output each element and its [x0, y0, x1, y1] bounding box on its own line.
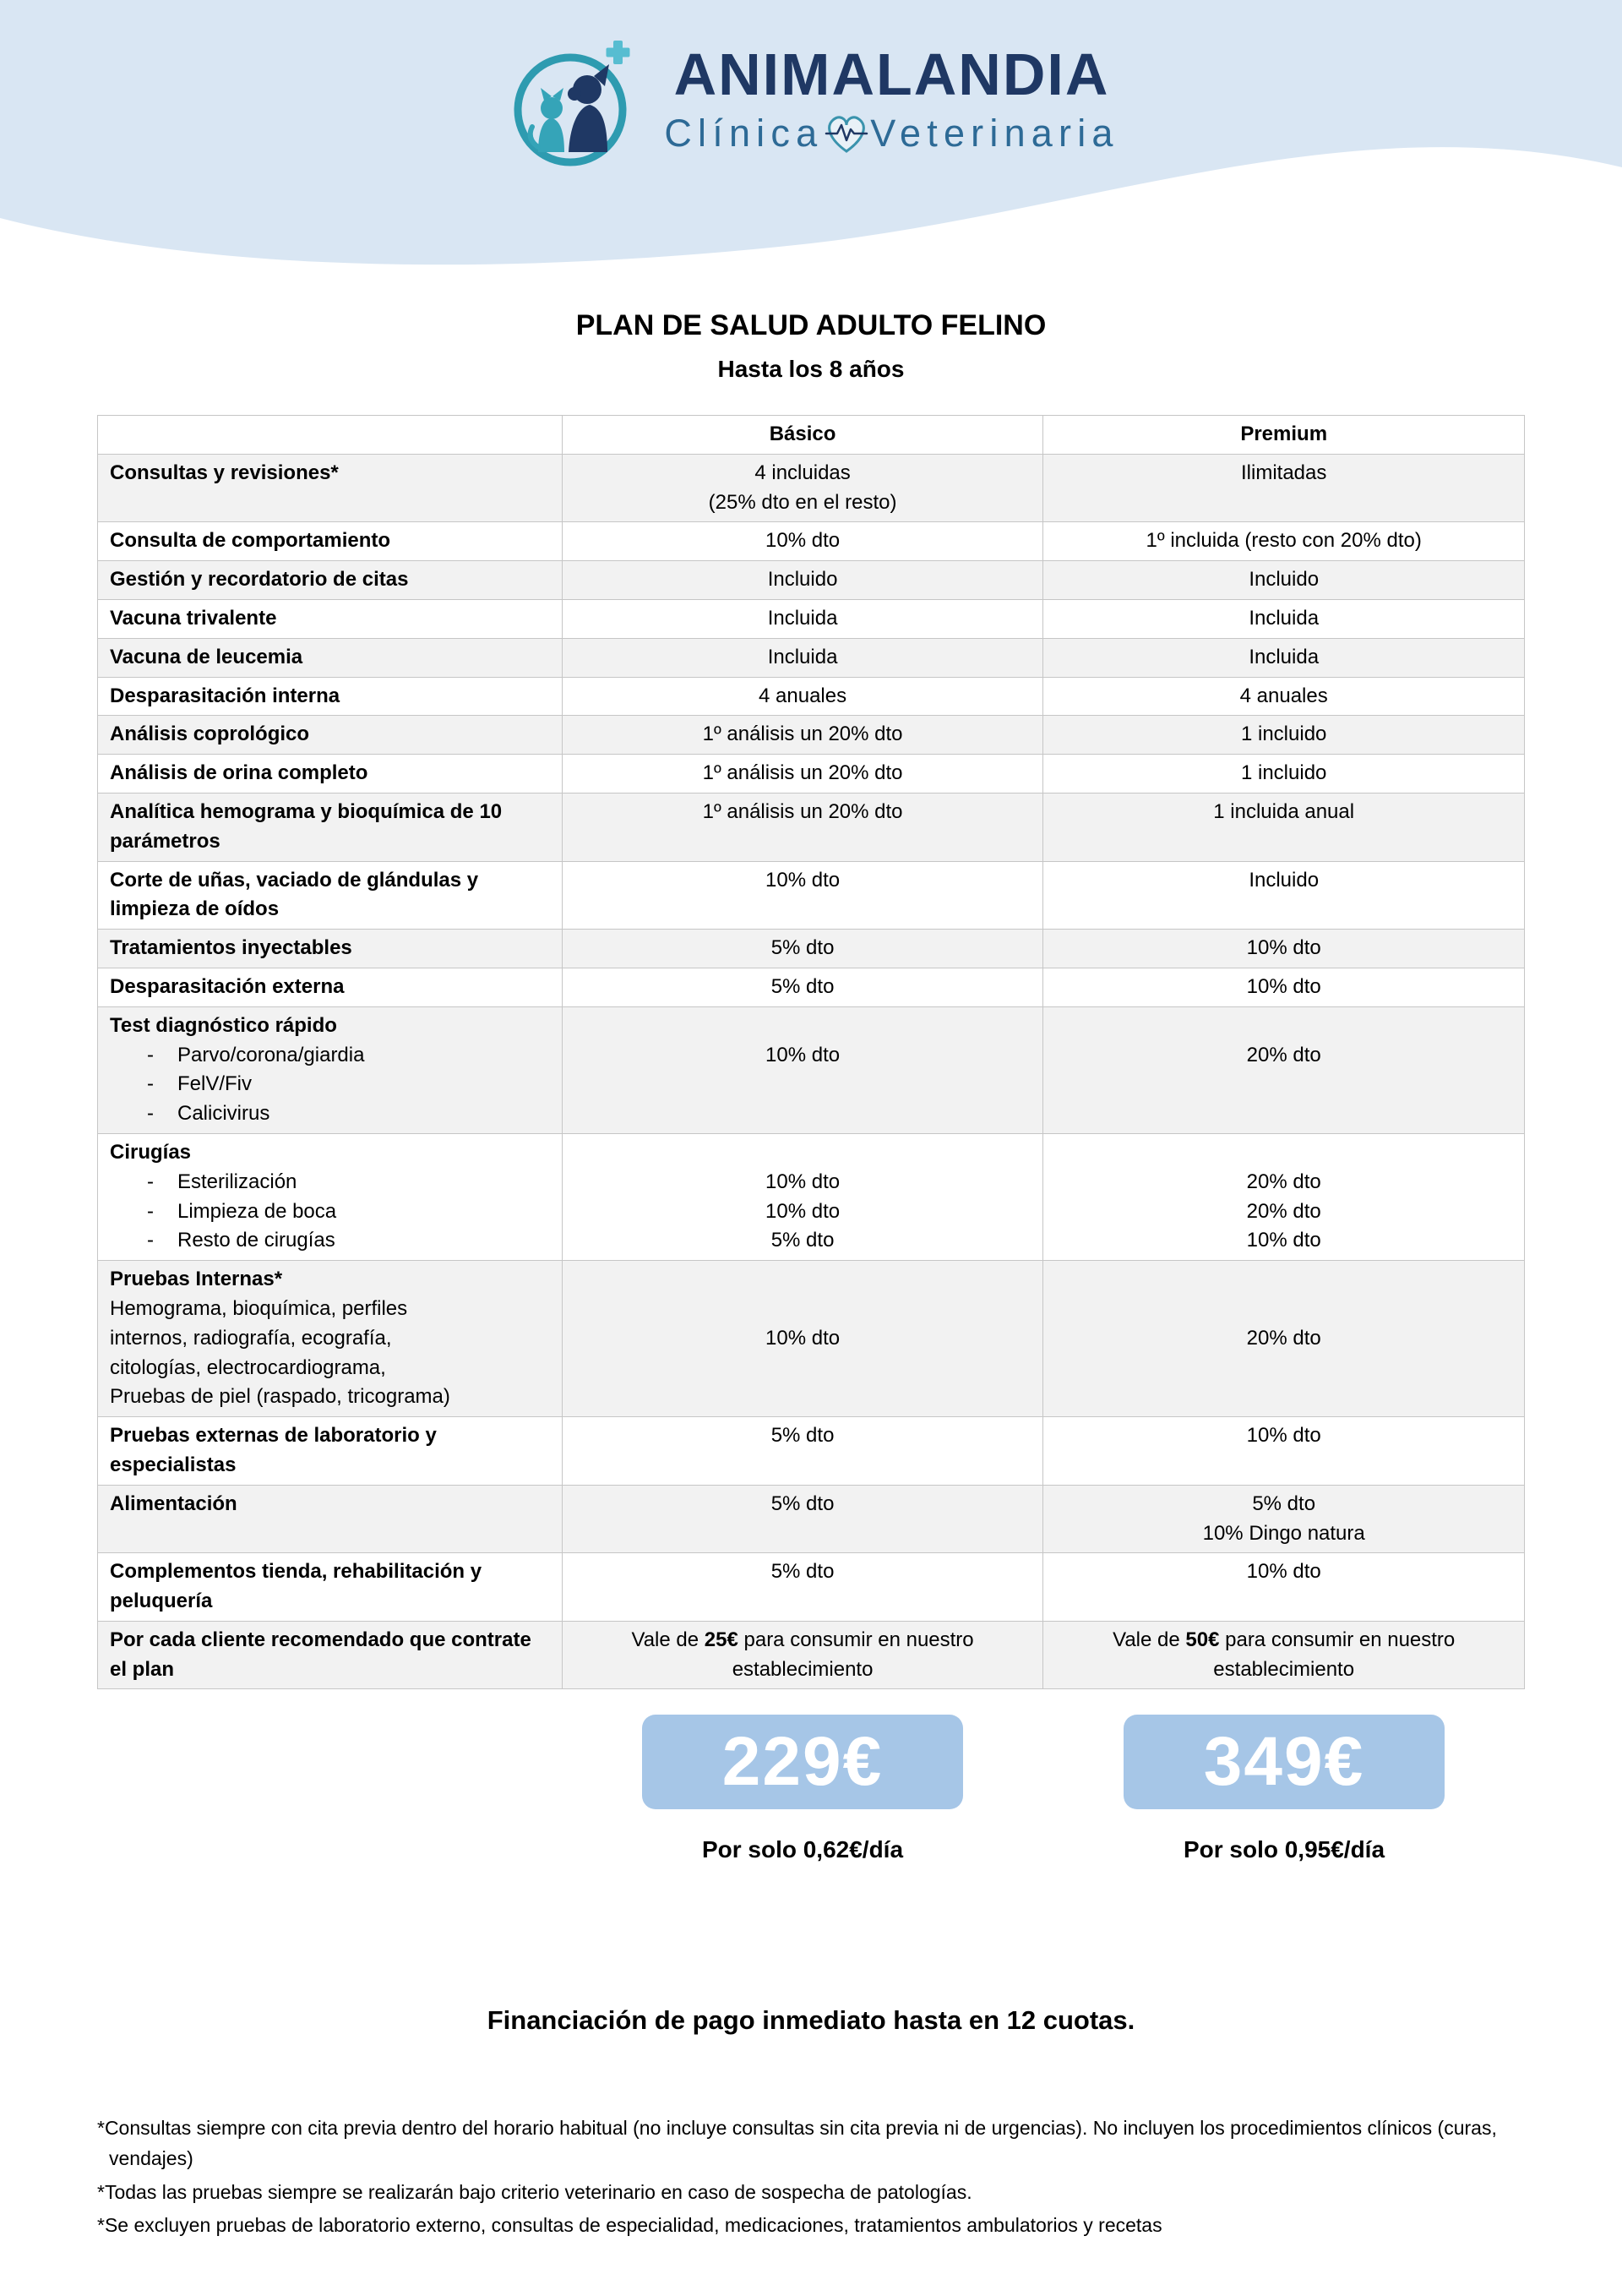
basico-cell: 5% dto [562, 1485, 1043, 1553]
premium-cell: 20% dto [1043, 1006, 1525, 1133]
basico-cell: 10% dto [562, 1261, 1043, 1417]
row-label-cell: Análisis de orina completo [98, 755, 563, 794]
pricing-section [97, 1715, 1525, 1863]
basico-cell: Vale de 25€ para consumir en nuestro establecimiento [562, 1621, 1043, 1689]
row-label-cell: Desparasitación externa [98, 968, 563, 1006]
corner-cell [98, 416, 563, 455]
row-label-cell: Analítica hemograma y bioquímica de 10 parámetros [98, 793, 563, 861]
premium-cell: 10% dto [1043, 930, 1525, 968]
basico-cell: 4 anuales [562, 677, 1043, 716]
column-header-premium: Premium [1043, 416, 1525, 455]
brand-tagline-left: Clínica [664, 112, 824, 155]
footnotes [97, 2113, 1525, 2241]
financing-note: Financiación de pago inmediato hasta en 12 cuotas. [487, 2005, 1135, 2036]
basico-cell: 1º análisis un 20% dto [562, 716, 1043, 755]
row-label-cell: Complementos tienda, rehabilitación y peluquería [98, 1553, 563, 1622]
basico-cell: 10% dto [562, 861, 1043, 930]
table-row [98, 1621, 1525, 1689]
footnote: *Todas las pruebas siempre se realizarán bajo criterio veterinario en caso de sospecha de patologías. [97, 2180, 972, 2203]
basico-cell: 10% dto [562, 1006, 1043, 1133]
premium-cell: 10% dto [1043, 968, 1525, 1006]
row-label-cell: Por cada cliente recomendado que contrate el plan [98, 1621, 563, 1689]
row-label-cell: Gestión y recordatorio de citas [98, 561, 563, 600]
premium-cell: 1º incluida (resto con 20% dto) [1043, 522, 1525, 561]
premium-cell: Vale de 50€ para consumir en nuestro establecimiento [1043, 1621, 1525, 1689]
premium-cell: 1 incluido [1043, 755, 1525, 794]
brand-tagline-right: Veterinaria [870, 112, 1119, 155]
price-badge-premium: 349€ [1124, 1715, 1445, 1809]
clinic-logo-icon [503, 35, 642, 175]
table-row [98, 755, 1525, 794]
footnote: *Se excluyen pruebas de laboratorio externo, consultas de especialidad, medicaciones, tratamientos ambulatorios y recetas [97, 2214, 1162, 2237]
row-label-cell: Consultas y revisiones* [98, 454, 563, 522]
row-label-cell: Desparasitación interna [98, 677, 563, 716]
premium-cell: Incluida [1043, 638, 1525, 677]
price-column-premium [1043, 1715, 1525, 1863]
price-per-day-premium: Por solo 0,95€/día [1183, 1836, 1385, 1863]
table-row [98, 599, 1525, 638]
premium-cell: 1 incluida anual [1043, 793, 1525, 861]
column-header-basico: Básico [562, 416, 1043, 455]
basico-cell: 10% dto [562, 522, 1043, 561]
row-label-cell: Pruebas externas de laboratorio y especialistas [98, 1417, 563, 1486]
table-row [98, 561, 1525, 600]
brand-tagline [664, 112, 1119, 155]
table-row [98, 1485, 1525, 1553]
row-label-cell: Tratamientos inyectables [98, 930, 563, 968]
table-row [98, 1006, 1525, 1133]
basico-cell: 5% dto [562, 930, 1043, 968]
premium-cell: Incluida [1043, 599, 1525, 638]
medical-cross-icon [607, 41, 630, 64]
row-label-cell: Cirugías - Esterilización - Limpieza de boca - Resto de cirugías [98, 1133, 563, 1260]
page-subtitle: Hasta los 8 años [717, 356, 905, 382]
table-row [98, 793, 1525, 861]
table-row [98, 638, 1525, 677]
plan-table [97, 415, 1525, 1689]
row-label-cell: Alimentación [98, 1485, 563, 1553]
pricing-spacer [97, 1715, 562, 1863]
title-block [0, 309, 1622, 383]
basico-cell: 4 incluidas (25% dto en el resto) [562, 454, 1043, 522]
header [0, 0, 1622, 254]
table-row [98, 1417, 1525, 1486]
heart-ekg-icon [823, 112, 870, 155]
table-row [98, 522, 1525, 561]
row-label-cell: Pruebas Internas* Hemograma, bioquímica, perfiles internos, radiografía, ecografía, citologías, electrocardiograma, Pruebas de piel (raspado, tricograma) [98, 1261, 563, 1417]
row-label-cell: Consulta de comportamiento [98, 522, 563, 561]
brand-text [664, 41, 1119, 155]
row-label-cell: Análisis coprológico [98, 716, 563, 755]
table-row [98, 1133, 1525, 1260]
basico-cell: 5% dto [562, 1417, 1043, 1486]
basico-cell: 5% dto [562, 968, 1043, 1006]
table-row [98, 677, 1525, 716]
premium-cell: Ilimitadas [1043, 454, 1525, 522]
row-label-cell: Corte de uñas, vaciado de glándulas y limpieza de oídos [98, 861, 563, 930]
basico-cell: Incluida [562, 638, 1043, 677]
price-column-basico [562, 1715, 1043, 1863]
basico-cell: 1º análisis un 20% dto [562, 755, 1043, 794]
table-row [98, 930, 1525, 968]
basico-cell: 10% dto 10% dto 5% dto [562, 1133, 1043, 1260]
table-row [98, 861, 1525, 930]
price-badge-basico: 229€ [642, 1715, 963, 1809]
row-label-cell: Vacuna de leucemia [98, 638, 563, 677]
basico-cell: Incluido [562, 561, 1043, 600]
basico-cell: 1º análisis un 20% dto [562, 793, 1043, 861]
table-row [98, 454, 1525, 522]
premium-cell: Incluido [1043, 561, 1525, 600]
table-row [98, 968, 1525, 1006]
premium-cell: 10% dto [1043, 1553, 1525, 1622]
premium-cell: 10% dto [1043, 1417, 1525, 1486]
premium-cell: 1 incluido [1043, 716, 1525, 755]
basico-cell: Incluida [562, 599, 1043, 638]
premium-cell: 5% dto 10% Dingo natura [1043, 1485, 1525, 1553]
price-per-day-basico: Por solo 0,62€/día [701, 1836, 904, 1863]
footnote: *Consultas siempre con cita previa dentro del horario habitual (no incluye consultas sin cita previa ni de urgencias). No incluyen los procedimientos clínicos (curas, vendajes) [97, 2117, 1497, 2170]
premium-cell: 4 anuales [1043, 677, 1525, 716]
table-row [98, 1553, 1525, 1622]
row-label-cell: Test diagnóstico rápido - Parvo/corona/giardia - FelV/Fiv - Calicivirus [98, 1006, 563, 1133]
page-title: PLAN DE SALUD ADULTO FELINO [575, 309, 1047, 341]
plan-table-body [98, 454, 1525, 1689]
basico-cell: 5% dto [562, 1553, 1043, 1622]
row-label-cell: Vacuna trivalente [98, 599, 563, 638]
brand-name: ANIMALANDIA [673, 41, 1110, 107]
table-header-row [98, 416, 1525, 455]
premium-cell: 20% dto 20% dto 10% dto [1043, 1133, 1525, 1260]
table-row [98, 1261, 1525, 1417]
premium-cell: 20% dto [1043, 1261, 1525, 1417]
table-row [98, 716, 1525, 755]
premium-cell: Incluido [1043, 861, 1525, 930]
